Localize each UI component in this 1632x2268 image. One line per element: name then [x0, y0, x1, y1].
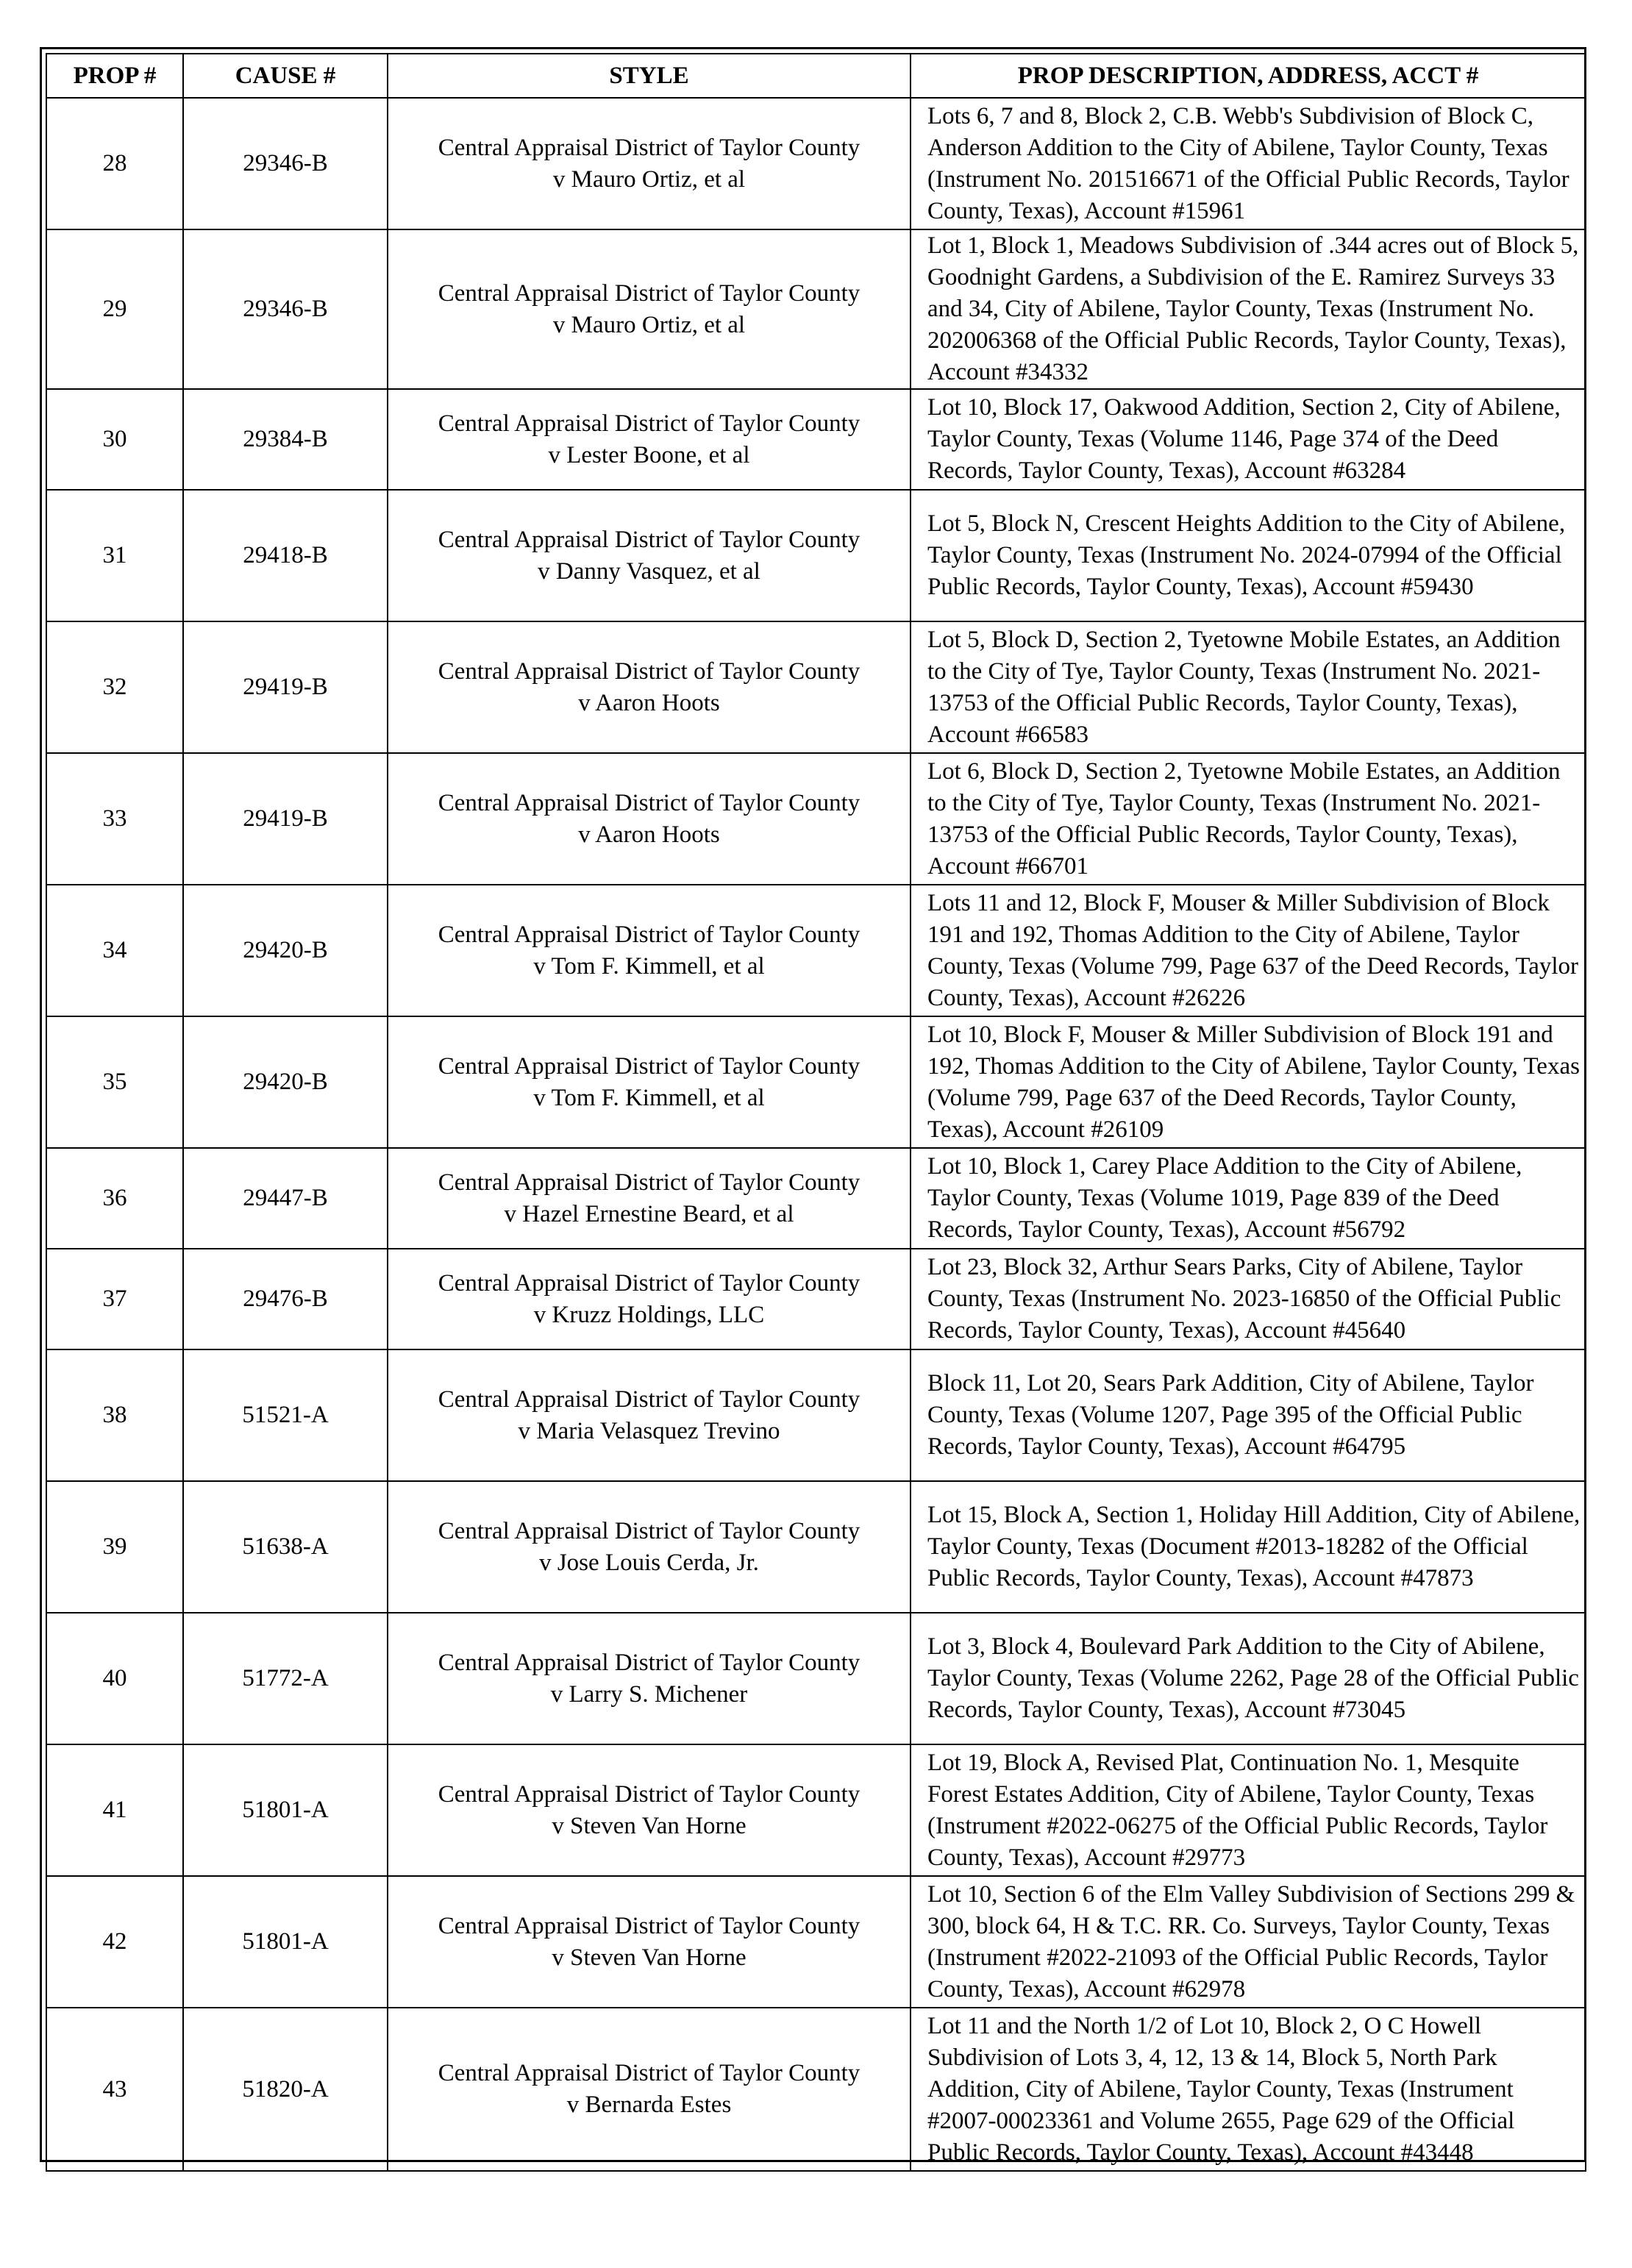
- style-cell: [388, 1744, 911, 1876]
- document-frame: [40, 47, 1586, 2166]
- table-header-row: [46, 54, 1586, 98]
- style-defendant: v Lester Boone, et al: [548, 441, 750, 468]
- style-plaintiff: Central Appraisal District of Taylor County: [438, 1649, 860, 1676]
- style-defendant: v Tom F. Kimmell, et al: [533, 1084, 765, 1111]
- table-row: [46, 1744, 1586, 1876]
- style-plaintiff: Central Appraisal District of Taylor County: [438, 2060, 860, 2086]
- prop-number-cell: 32: [46, 621, 183, 753]
- style-defendant: v Aaron Hoots: [578, 689, 720, 716]
- style-plaintiff: Central Appraisal District of Taylor County: [438, 657, 860, 685]
- style-cell: [388, 229, 911, 389]
- prop-number-cell: 40: [46, 1613, 183, 1744]
- style-cell: [388, 389, 911, 490]
- cause-number-cell: 51801-A: [183, 1744, 388, 1876]
- prop-description-cell: Lot 3, Block 4, Boulevard Park Addition to the City of Abilene, Taylor County, Texas (Volume 2262, Page 28 of the Official Public Records, Taylor County, Texas), Account #73045: [911, 1613, 1586, 1744]
- style-plaintiff: Central Appraisal District of Taylor County: [438, 279, 860, 307]
- prop-description-cell: Lot 11 and the North 1/2 of Lot 10, Block 2, O C Howell Subdivision of Lots 3, 4, 12, 13 & 14, Block 5, North Park Addition, City of Abilene, Taylor County, Texas (Instrument #2007-00023361 and Volume 2655, Page 629 of the Official Public Records, Taylor County, Texas), Account #43448: [911, 2008, 1586, 2171]
- header-style: STYLE: [388, 54, 911, 98]
- style-cell: [388, 1249, 911, 1349]
- prop-number-cell: 29: [46, 229, 183, 389]
- table-row: [46, 885, 1586, 1016]
- style-plaintiff: Central Appraisal District of Taylor County: [438, 1517, 860, 1544]
- style-cell: [388, 98, 911, 229]
- style-cell: [388, 753, 911, 885]
- prop-description-cell: Lot 15, Block A, Section 1, Holiday Hill Addition, City of Abilene, Taylor County, Texas (Document #2013-18282 of the Official Public Records, Taylor County, Texas), Account #47873: [911, 1481, 1586, 1613]
- prop-number-cell: 42: [46, 1876, 183, 2008]
- style-plaintiff: Central Appraisal District of Taylor County: [438, 1780, 860, 1808]
- cause-number-cell: 51801-A: [183, 1876, 388, 2008]
- prop-description-cell: Lot 10, Block 1, Carey Place Addition to the City of Abilene, Taylor County, Texas (Volume 1019, Page 839 of the Deed Records, Taylor County, Texas), Account #56792: [911, 1148, 1586, 1249]
- style-defendant: v Jose Louis Cerda, Jr.: [539, 1549, 759, 1576]
- prop-number-cell: 31: [46, 490, 183, 621]
- table-row: [46, 1148, 1586, 1249]
- style-plaintiff: Central Appraisal District of Taylor County: [438, 526, 860, 553]
- header-cause-number: CAUSE #: [183, 54, 388, 98]
- cause-number-cell: 29420-B: [183, 885, 388, 1016]
- style-plaintiff: Central Appraisal District of Taylor County: [438, 789, 860, 816]
- style-defendant: v Maria Velasquez Trevino: [518, 1417, 780, 1444]
- table-row: [46, 1016, 1586, 1148]
- style-defendant: v Steven Van Horne: [552, 1944, 746, 1971]
- prop-description-cell: Lots 11 and 12, Block F, Mouser & Miller Subdivision of Block 191 and 192, Thomas Addition to the City of Abilene, Taylor County, Texas (Volume 799, Page 637 of the Deed Records, Taylor County, Texas), Account #26226: [911, 885, 1586, 1016]
- prop-description-cell: Lot 10, Section 6 of the Elm Valley Subdivision of Sections 299 & 300, block 64, H & T.C. RR. Co. Surveys, Taylor County, Texas (Instrument #2022-21093 of the Official Public Records, Taylor County, Texas), Account #62978: [911, 1876, 1586, 2008]
- table-row: [46, 1613, 1586, 1744]
- prop-number-cell: 39: [46, 1481, 183, 1613]
- table-row: [46, 1481, 1586, 1613]
- style-cell: [388, 1481, 911, 1613]
- prop-number-cell: 41: [46, 1744, 183, 1876]
- prop-description-cell: Lot 10, Block 17, Oakwood Addition, Section 2, City of Abilene, Taylor County, Texas (Volume 1146, Page 374 of the Deed Records, Taylor County, Texas), Account #63284: [911, 389, 1586, 490]
- style-defendant: v Tom F. Kimmell, et al: [533, 952, 765, 980]
- style-cell: [388, 621, 911, 753]
- style-cell: [388, 1349, 911, 1481]
- header-prop-number: PROP #: [46, 54, 183, 98]
- style-plaintiff: Central Appraisal District of Taylor County: [438, 1052, 860, 1080]
- cause-number-cell: 51772-A: [183, 1613, 388, 1744]
- prop-number-cell: 43: [46, 2008, 183, 2171]
- style-defendant: v Steven Van Horne: [552, 1812, 746, 1839]
- style-cell: [388, 490, 911, 621]
- cause-number-cell: 29346-B: [183, 229, 388, 389]
- style-defendant: v Aaron Hoots: [578, 821, 720, 848]
- cause-number-cell: 51521-A: [183, 1349, 388, 1481]
- prop-description-cell: Lot 23, Block 32, Arthur Sears Parks, City of Abilene, Taylor County, Texas (Instrument No. 2023-16850 of the Official Public Records, Taylor County, Texas), Account #45640: [911, 1249, 1586, 1349]
- style-defendant: v Hazel Ernestine Beard, et al: [504, 1200, 794, 1227]
- prop-number-cell: 38: [46, 1349, 183, 1481]
- style-cell: [388, 2008, 911, 2171]
- cause-number-cell: 29346-B: [183, 98, 388, 229]
- cause-number-cell: 29419-B: [183, 753, 388, 885]
- prop-description-cell: Block 11, Lot 20, Sears Park Addition, City of Abilene, Taylor County, Texas (Volume 1207, Page 395 of the Official Public Records, Taylor County, Texas), Account #64795: [911, 1349, 1586, 1481]
- style-cell: [388, 1876, 911, 2008]
- style-defendant: v Danny Vasquez, et al: [538, 557, 760, 585]
- header-prop-description: PROP DESCRIPTION, ADDRESS, ACCT #: [911, 54, 1586, 98]
- table-row: [46, 1876, 1586, 2008]
- table-row: [46, 621, 1586, 753]
- cause-number-cell: 29384-B: [183, 389, 388, 490]
- table-row: [46, 753, 1586, 885]
- style-plaintiff: Central Appraisal District of Taylor County: [438, 1269, 860, 1297]
- style-cell: [388, 1613, 911, 1744]
- style-defendant: v Bernarda Estes: [566, 2092, 732, 2118]
- prop-description-cell: Lot 1, Block 1, Meadows Subdivision of .344 acres out of Block 5, Goodnight Gardens, a Subdivision of the E. Ramirez Surveys 33 and 34, City of Abilene, Taylor County, Texas (Instrument No. 202006368 of the Official Public Records, Taylor County, Texas), Account #34332: [911, 229, 1586, 389]
- prop-description-cell: Lots 6, 7 and 8, Block 2, C.B. Webb's Subdivision of Block C, Anderson Addition to the City of Abilene, Taylor County, Texas (Instrument No. 201516671 of the Official Public Records, Taylor County, Texas), Account #15961: [911, 98, 1586, 229]
- cause-number-cell: 51820-A: [183, 2008, 388, 2171]
- cause-number-cell: 29476-B: [183, 1249, 388, 1349]
- table-row: [46, 2008, 1586, 2171]
- style-cell: [388, 1016, 911, 1148]
- style-defendant: v Mauro Ortiz, et al: [552, 311, 746, 338]
- prop-number-cell: 30: [46, 389, 183, 490]
- prop-description-cell: Lot 5, Block N, Crescent Heights Addition to the City of Abilene, Taylor County, Texas (Instrument No. 2024-07994 of the Official Public Records, Taylor County, Texas), Account #59430: [911, 490, 1586, 621]
- style-plaintiff: Central Appraisal District of Taylor County: [438, 410, 860, 437]
- prop-description-cell: Lot 19, Block A, Revised Plat, Continuation No. 1, Mesquite Forest Estates Addition, City of Abilene, Taylor County, Texas (Instrument #2022-06275 of the Official Public Records, Taylor County, Texas), Account #29773: [911, 1744, 1586, 1876]
- cause-number-cell: 51638-A: [183, 1481, 388, 1613]
- prop-number-cell: 35: [46, 1016, 183, 1148]
- prop-description-cell: Lot 5, Block D, Section 2, Tyetowne Mobile Estates, an Addition to the City of Tye, Taylor County, Texas (Instrument No. 2021-13753 of the Official Public Records, Taylor County, Texas), Account #66583: [911, 621, 1586, 753]
- style-defendant: v Larry S. Michener: [550, 1680, 748, 1708]
- prop-description-cell: Lot 6, Block D, Section 2, Tyetowne Mobile Estates, an Addition to the City of Tye, Taylor County, Texas (Instrument No. 2021-13753 of the Official Public Records, Taylor County, Texas), Account #66701: [911, 753, 1586, 885]
- table-row: [46, 1249, 1586, 1349]
- prop-number-cell: 33: [46, 753, 183, 885]
- table-row: [46, 229, 1586, 389]
- style-defendant: v Mauro Ortiz, et al: [552, 165, 746, 193]
- style-cell: [388, 1148, 911, 1249]
- cause-number-cell: 29447-B: [183, 1148, 388, 1249]
- property-table: [46, 53, 1586, 2172]
- cause-number-cell: 29418-B: [183, 490, 388, 621]
- table-row: [46, 389, 1586, 490]
- style-plaintiff: Central Appraisal District of Taylor County: [438, 1386, 860, 1413]
- style-plaintiff: Central Appraisal District of Taylor County: [438, 1169, 860, 1196]
- prop-number-cell: 36: [46, 1148, 183, 1249]
- style-cell: [388, 885, 911, 1016]
- cause-number-cell: 29420-B: [183, 1016, 388, 1148]
- prop-number-cell: 37: [46, 1249, 183, 1349]
- prop-description-cell: Lot 10, Block F, Mouser & Miller Subdivision of Block 191 and 192, Thomas Addition to the City of Abilene, Taylor County, Texas (Volume 799, Page 637 of the Deed Records, Taylor County, Texas), Account #26109: [911, 1016, 1586, 1148]
- table-row: [46, 490, 1586, 621]
- style-defendant: v Kruzz Holdings, LLC: [533, 1301, 765, 1328]
- cause-number-cell: 29419-B: [183, 621, 388, 753]
- style-plaintiff: Central Appraisal District of Taylor County: [438, 1912, 860, 1939]
- table-body: [46, 98, 1586, 2171]
- table-row: [46, 1349, 1586, 1481]
- table-row: [46, 98, 1586, 229]
- prop-number-cell: 34: [46, 885, 183, 1016]
- prop-number-cell: 28: [46, 98, 183, 229]
- style-plaintiff: Central Appraisal District of Taylor County: [438, 134, 860, 161]
- style-plaintiff: Central Appraisal District of Taylor County: [438, 921, 860, 948]
